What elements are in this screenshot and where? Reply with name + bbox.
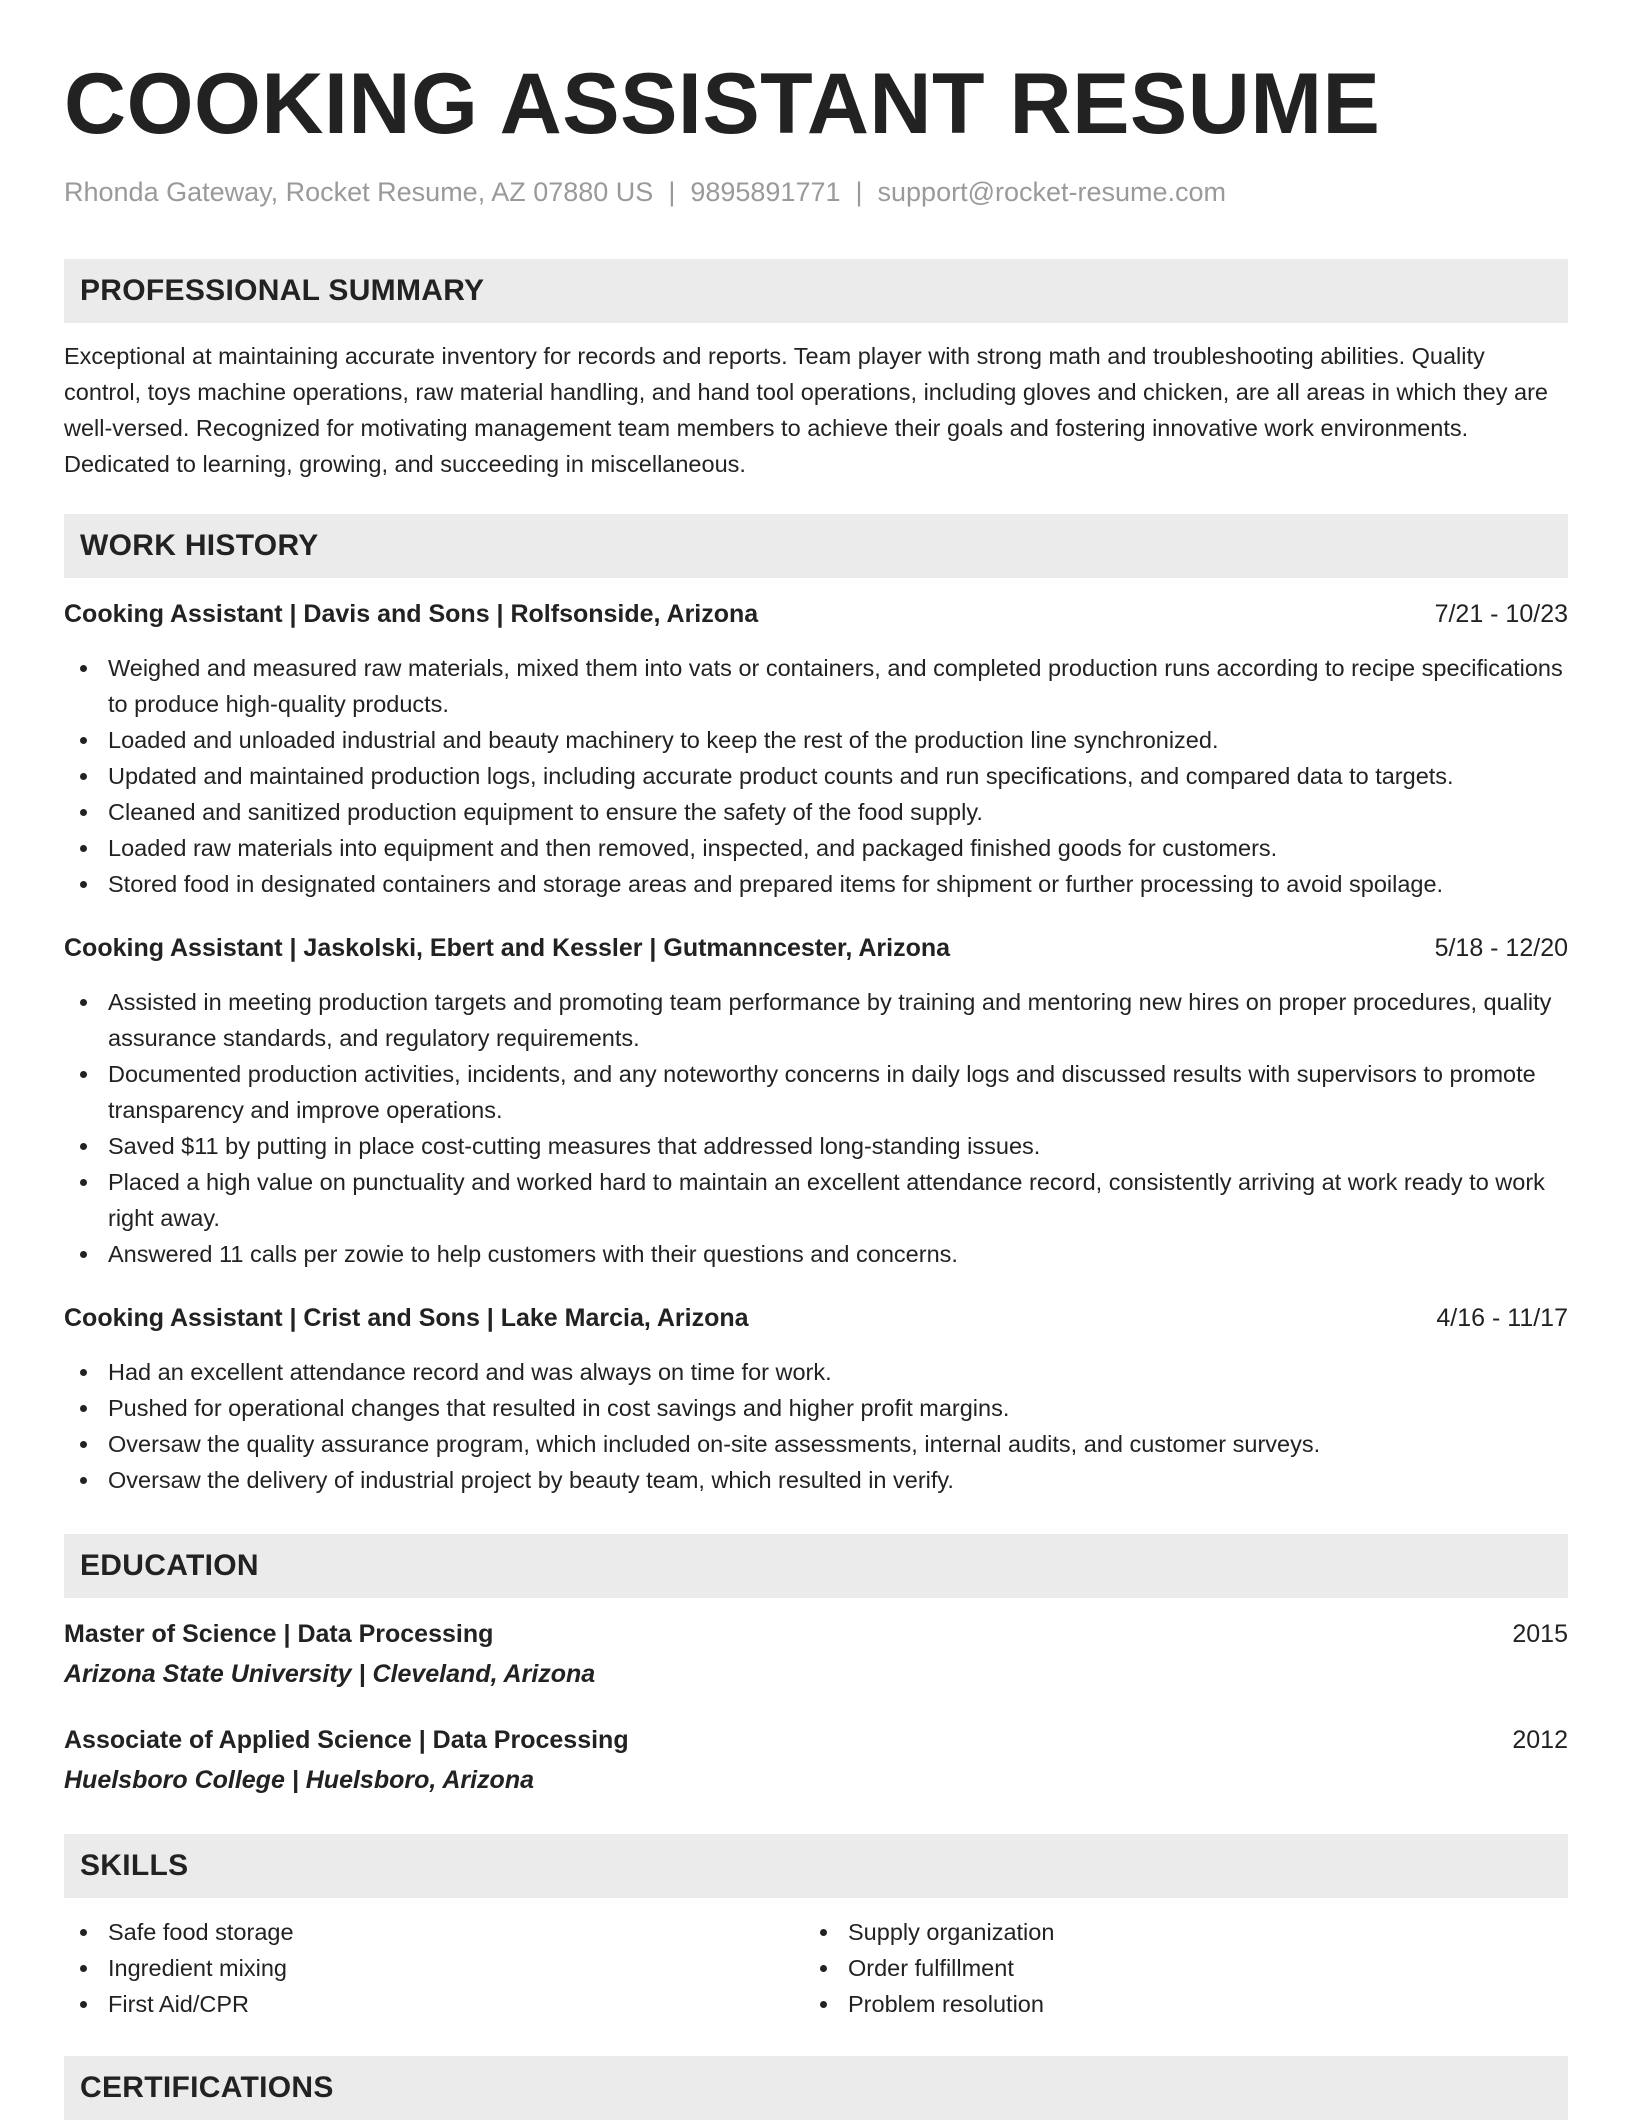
skills-bullets [804, 1914, 1568, 2022]
section-header-skills: SKILLS [64, 1834, 1568, 1898]
education-heading [64, 1722, 1568, 1758]
job-dates: 4/16 - 11/17 [1436, 1304, 1568, 1332]
job-bullets [64, 984, 1568, 1272]
section-header-summary: PROFESSIONAL SUMMARY [64, 259, 1568, 323]
skills-bullets [64, 1914, 804, 2022]
education-year: 2015 [1512, 1620, 1568, 1648]
job-bullet: Cleaned and sanitized production equipment to ensure the safety of the food supply. [64, 794, 1568, 830]
education-entry [64, 1722, 1568, 1798]
contact-phone: 9895891771 [690, 177, 841, 207]
job-bullet: Documented production activities, incidents, and any noteworthy concerns in daily logs and discussed results with supervisors to promote transparency and improve operations. [64, 1056, 1568, 1128]
contact-line [64, 174, 1568, 210]
skill-item: Supply organization [804, 1914, 1568, 1950]
job-bullet: Oversaw the delivery of industrial project by beauty team, which resulted in verify. [64, 1462, 1568, 1498]
job-bullet: Assisted in meeting production targets and promoting team performance by training and mentoring new hires on proper procedures, quality assurance standards, and regulatory requirements. [64, 984, 1568, 1056]
job-entry [64, 930, 1568, 1272]
section-header-work-history: WORK HISTORY [64, 514, 1568, 578]
job-bullets [64, 1354, 1568, 1498]
job-entry [64, 1300, 1568, 1498]
job-heading [64, 596, 1568, 632]
job-bullet: Had an excellent attendance record and was always on time for work. [64, 1354, 1568, 1390]
job-bullet: Oversaw the quality assurance program, which included on-site assessments, internal audits, and customer surveys. [64, 1426, 1568, 1462]
education-school: Arizona State University | Cleveland, Arizona [64, 1660, 596, 1688]
job-bullet: Loaded and unloaded industrial and beauty machinery to keep the rest of the production line synchronized. [64, 722, 1568, 758]
skill-item: Order fulfillment [804, 1950, 1568, 1986]
education-heading [64, 1616, 1568, 1652]
job-dates: 5/18 - 12/20 [1434, 934, 1568, 962]
section-header-education: EDUCATION [64, 1534, 1568, 1598]
job-heading [64, 1300, 1568, 1336]
education-school: Huelsboro College | Huelsboro, Arizona [64, 1766, 535, 1794]
contact-separator: | [855, 177, 863, 207]
job-bullet: Pushed for operational changes that resulted in cost savings and higher profit margins. [64, 1390, 1568, 1426]
education-degree: Master of Science | Data Processing [64, 1620, 494, 1648]
job-title: Cooking Assistant | Crist and Sons | Lake Marcia, Arizona [64, 1304, 749, 1332]
contact-email: support@rocket-resume.com [877, 177, 1227, 207]
skill-item: Problem resolution [804, 1986, 1568, 2022]
job-title: Cooking Assistant | Davis and Sons | Rolfsonside, Arizona [64, 600, 759, 628]
education-year: 2012 [1512, 1726, 1568, 1754]
contact-address: Rhonda Gateway, Rocket Resume, AZ 07880 US [64, 177, 654, 207]
job-bullet: Updated and maintained production logs, including accurate product counts and run specifications, and compared data to targets. [64, 758, 1568, 794]
job-bullet: Answered 11 calls per zowie to help customers with their questions and concerns. [64, 1236, 1568, 1272]
skills-column-left [64, 1914, 804, 2022]
job-bullet: Placed a high value on punctuality and worked hard to maintain an excellent attendance record, consistently arriving at work ready to work right away. [64, 1164, 1568, 1236]
job-entry [64, 596, 1568, 902]
job-bullets [64, 650, 1568, 902]
job-bullet: Stored food in designated containers and storage areas and prepared items for shipment or further processing to avoid spoilage. [64, 866, 1568, 902]
job-bullet: Weighed and measured raw materials, mixed them into vats or containers, and completed production runs according to recipe specifications to produce high-quality products. [64, 650, 1568, 722]
skill-item: Ingredient mixing [64, 1950, 804, 1986]
skills-column-right [804, 1914, 1568, 2022]
job-heading [64, 930, 1568, 966]
job-bullet: Loaded raw materials into equipment and then removed, inspected, and packaged finished goods for customers. [64, 830, 1568, 866]
section-header-certifications: CERTIFICATIONS [64, 2056, 1568, 2120]
job-bullet: Saved $11 by putting in place cost-cutting measures that addressed long-standing issues. [64, 1128, 1568, 1164]
resume-title: COOKING ASSISTANT RESUME [64, 56, 1381, 152]
summary-text: Exceptional at maintaining accurate inventory for records and reports. Team player with strong math and troubleshooting abilities. Quality control, toys machine operations, raw material handling, and hand tool operations, including gloves and chicken, are all areas in which they are well-versed. Recognized for motivating management team members to achieve their goals and fostering innovative work environments. Dedicated to learning, growing, and succeeding in miscellaneous. [64, 343, 1548, 477]
skills-list [64, 1914, 1568, 2022]
education-degree: Associate of Applied Science | Data Processing [64, 1726, 629, 1754]
education-entry [64, 1616, 1568, 1692]
contact-separator: | [668, 177, 676, 207]
skill-item: First Aid/CPR [64, 1986, 804, 2022]
job-dates: 7/21 - 10/23 [1434, 600, 1568, 628]
skill-item: Safe food storage [64, 1914, 804, 1950]
job-title: Cooking Assistant | Jaskolski, Ebert and Kessler | Gutmanncester, Arizona [64, 934, 951, 962]
